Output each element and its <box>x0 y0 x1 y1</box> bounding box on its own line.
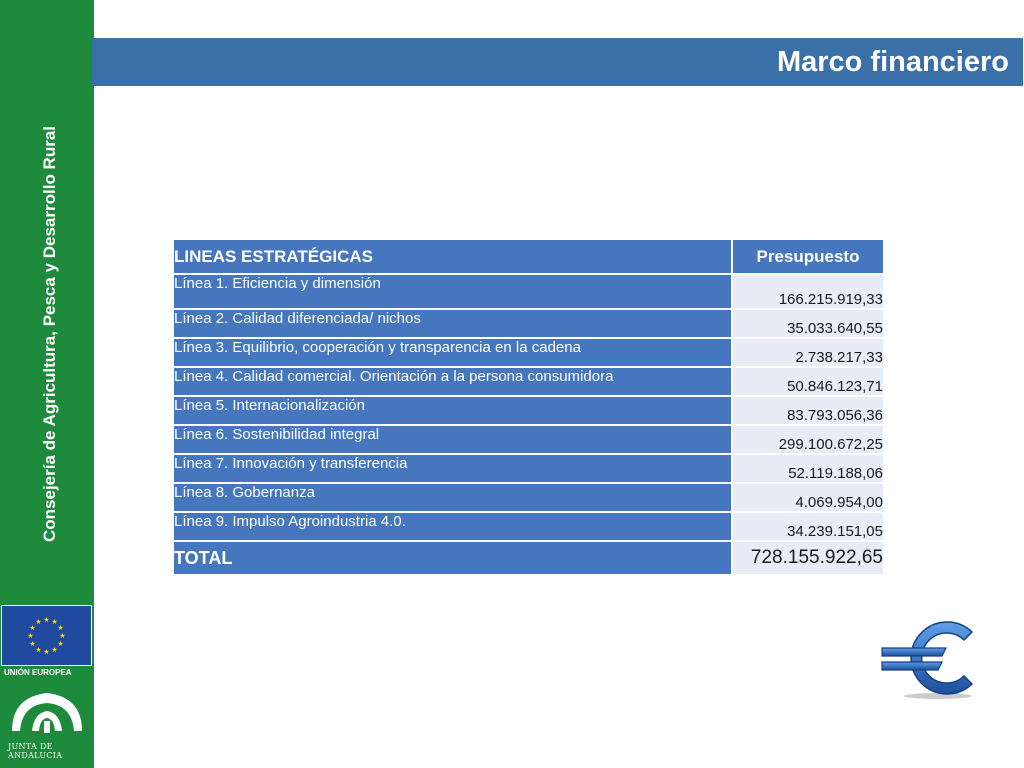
budget-value: 299.100.672,25 <box>732 425 884 454</box>
header-budget: Presupuesto <box>732 239 884 274</box>
budget-value: 166.215.919,33 <box>732 274 884 309</box>
table-row <box>173 396 884 425</box>
table-row <box>173 483 884 512</box>
svg-text:★: ★ <box>27 633 34 640</box>
budget-value: 52.119.188,06 <box>732 454 884 483</box>
budget-value: 50.846.123,71 <box>732 367 884 396</box>
svg-text:★: ★ <box>35 647 42 654</box>
budget-value: 83.793.056,36 <box>732 396 884 425</box>
table-row <box>173 274 884 309</box>
table-row <box>173 367 884 396</box>
budget-value: 4.069.954,00 <box>732 483 884 512</box>
table-row <box>173 338 884 367</box>
line-label: Línea 5. Internacionalización <box>173 396 732 425</box>
table-row <box>173 425 884 454</box>
line-label: Línea 1. Eficiencia y dimensión <box>173 274 732 309</box>
junta-label: JUNTA DE ANDALUCIA <box>8 742 63 760</box>
title-bar <box>92 38 1023 86</box>
department-title: Consejería de Agricultura, Pesca y Desarrollo Rural <box>40 125 59 543</box>
line-label: Línea 4. Calidad comercial. Orientación a la persona consumidora <box>173 367 732 396</box>
svg-text:★: ★ <box>29 625 36 632</box>
header-strategic-lines: LINEAS ESTRATÉGICAS <box>173 239 732 274</box>
eu-flag-icon <box>1 605 92 666</box>
svg-text:★: ★ <box>35 619 42 626</box>
total-row <box>173 541 884 575</box>
page-title: Marco financiero <box>776 46 1009 78</box>
table-row <box>173 454 884 483</box>
eu-stars <box>2 606 91 665</box>
line-label: Línea 6. Sostenibilidad integral <box>173 425 732 454</box>
total-label: TOTAL <box>173 541 732 575</box>
table-row <box>173 309 884 338</box>
line-label: Línea 7. Innovación y transferencia <box>173 454 732 483</box>
budget-value: 2.738.217,33 <box>732 338 884 367</box>
svg-text:★: ★ <box>59 633 66 640</box>
svg-text:★: ★ <box>51 647 58 654</box>
svg-text:★: ★ <box>29 641 36 648</box>
junta-andalucia-logo-icon <box>6 683 88 739</box>
total-value: 728.155.922,65 <box>732 541 884 575</box>
svg-text:★: ★ <box>57 641 64 648</box>
euro-icon <box>880 618 980 700</box>
svg-text:★: ★ <box>43 649 50 656</box>
table-row <box>173 512 884 541</box>
budget-table <box>172 238 885 576</box>
line-label: Línea 9. Impulso Agroindustria 4.0. <box>173 512 732 541</box>
table-header-row <box>173 239 884 274</box>
svg-text:★: ★ <box>51 619 58 626</box>
svg-text:★: ★ <box>43 617 50 624</box>
sidebar <box>0 0 94 768</box>
line-label: Línea 2. Calidad diferenciada/ nichos <box>173 309 732 338</box>
svg-text:★: ★ <box>57 625 64 632</box>
line-label: Línea 8. Gobernanza <box>173 483 732 512</box>
budget-value: 34.239.151,05 <box>732 512 884 541</box>
budget-value: 35.033.640,55 <box>732 309 884 338</box>
eu-label: UNIÓN EUROPEA <box>4 668 72 677</box>
line-label: Línea 3. Equilibrio, cooperación y transparencia en la cadena <box>173 338 732 367</box>
